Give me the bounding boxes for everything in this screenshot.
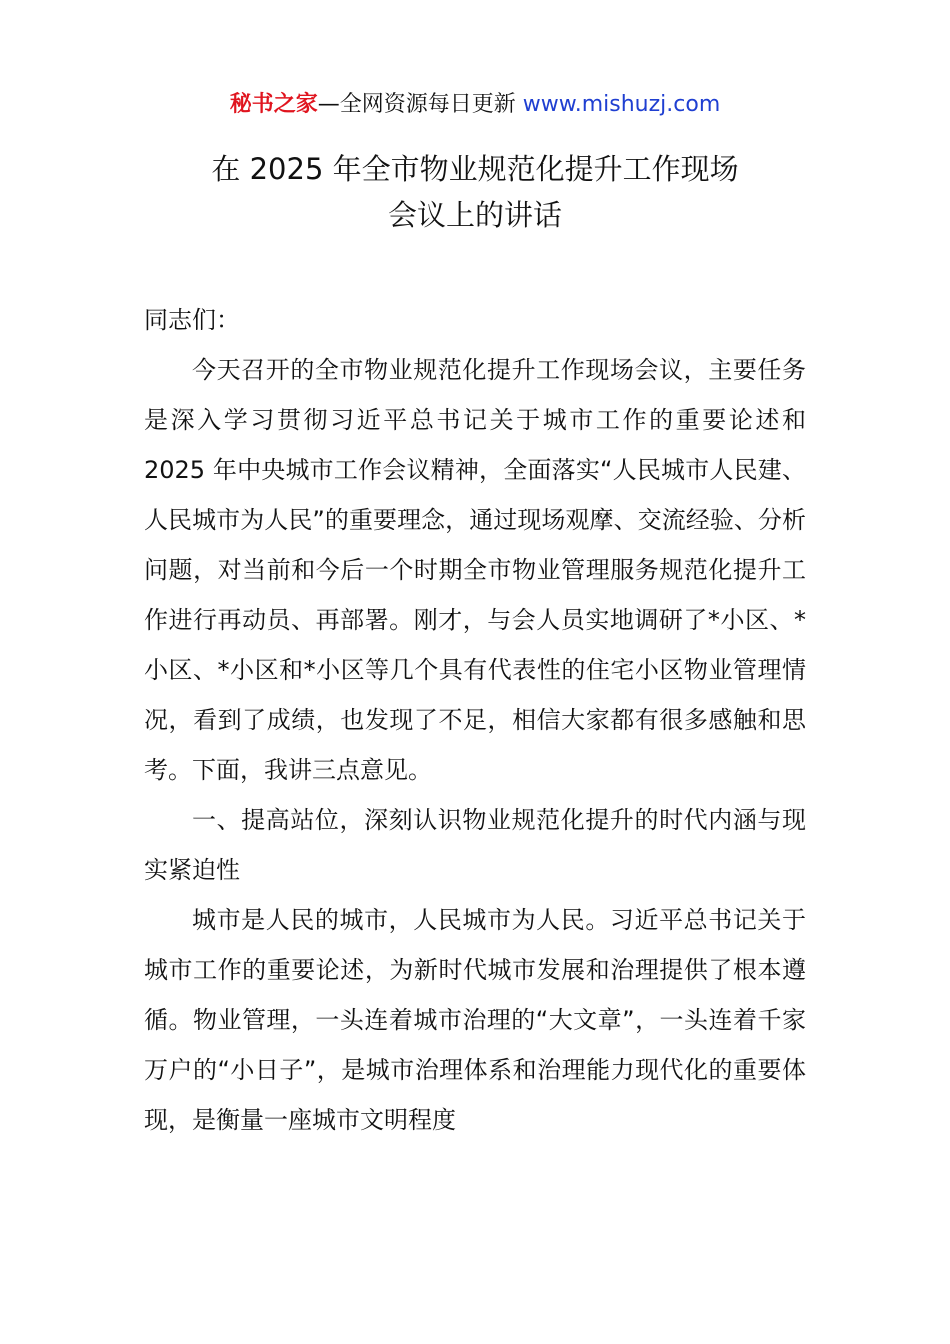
header-dash: — [317,92,340,117]
section-heading-1: 一、提高站位，深刻认识物业规范化提升的时代内涵与现实紧迫性 [144,806,806,884]
paragraph-opening: 今天召开的全市物业规范化提升工作现场会议，主要任务是深入学习贯彻习近平总书记关于城市工作的重要论述和 2025 年中央城市工作会议精神，全面落实“人民城市人民建、人民城市为人民”的重要理念，通过现场观摩、交流经验、分析问题，对当前和今后一个时期全市物业管理服务规范化提升工作进行再动员、再部署。刚才，与会人员实地调研了*小区、*小区、*小区和*小区等几个具有代表性的住宅小区物业管理情况，看到了成绩，也发现了不足，相信大家都有很多感触和思考。下面，我讲三点意见。 [144,356,806,784]
brand-name: 秘书之家 [229,92,318,117]
salutation: 同志们： [144,306,240,334]
document-title [0,146,950,238]
site-header [0,88,950,122]
site-url-link[interactable]: www.mishuzj.com [522,92,721,117]
title-line-2: 会议上的讲话 [387,198,562,232]
title-line-1: 在 2025 年全市物业规范化提升工作现场 [211,152,739,186]
header-slogan: 全网资源每日更新 [339,92,523,117]
document-body [144,295,806,1145]
paragraph-section-1: 城市是人民的城市，人民城市为人民。习近平总书记关于城市工作的重要论述，为新时代城市发展和治理提供了根本遵循。物业管理，一头连着城市治理的“大文章”，一头连着千家万户的“小日子”，是城市治理体系和治理能力现代化的重要体现，是衡量一座城市文明程度 [144,906,806,1134]
